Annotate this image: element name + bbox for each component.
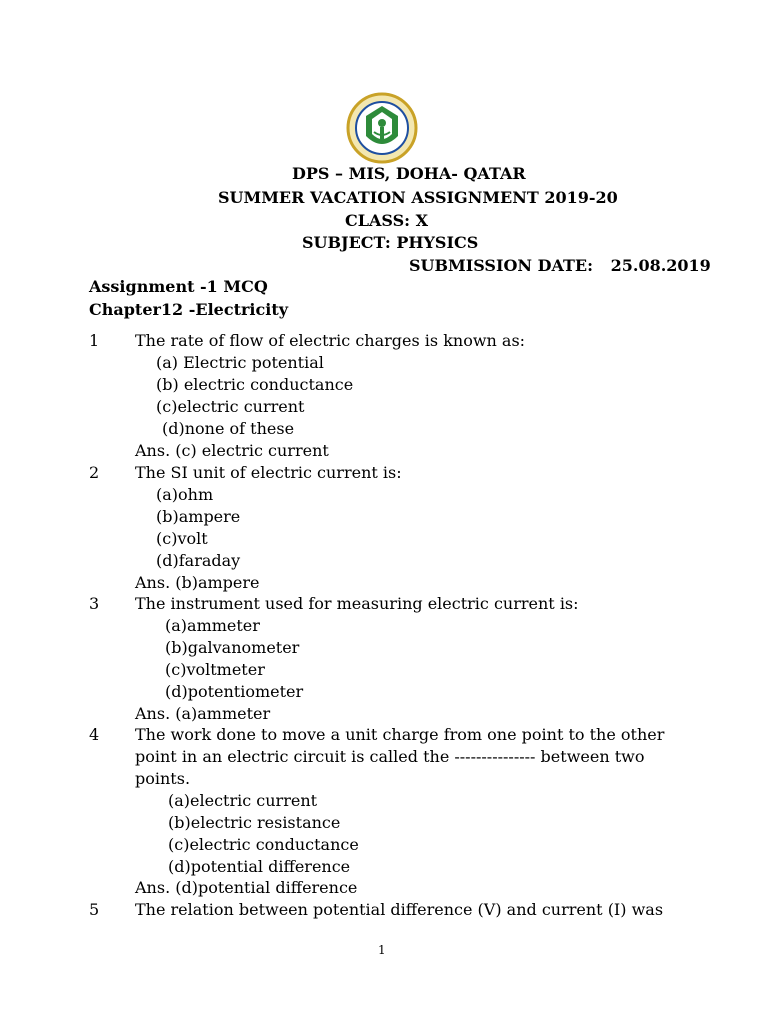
class-label: CLASS: <box>345 211 411 230</box>
option: (a)electric current <box>168 791 318 810</box>
option: (b)ampere <box>156 507 241 526</box>
question-text: The instrument used for measuring electric current is: <box>135 594 579 613</box>
question-number: 2 <box>89 463 100 482</box>
option: (a) Electric potential <box>156 353 324 372</box>
answer: Ans. (b)ampere <box>135 573 260 592</box>
option: (d)potential difference <box>168 857 351 876</box>
page-number: 1 <box>378 943 386 957</box>
class-line <box>345 211 428 231</box>
question-text: The work done to move a unit charge from one point to the other <box>135 725 665 744</box>
question-text: point in an electric circuit is called the --------------- between two <box>135 747 645 766</box>
question-text: The relation between potential difference (V) and current (I) was <box>135 900 664 919</box>
option: (b) electric conductance <box>156 375 354 394</box>
option: (d)potentiometer <box>165 682 304 701</box>
option: (c)volt <box>156 529 208 548</box>
question-text: The rate of flow of electric charges is known as: <box>135 331 526 350</box>
submission-date-value: 25.08.2019 <box>610 256 711 275</box>
question-number: 1 <box>89 331 100 350</box>
school-name: DPS – MIS, DOHA- QATAR <box>292 164 526 183</box>
option: (c)electric current <box>156 397 305 416</box>
school-crest-logo-icon <box>346 92 418 164</box>
answer: Ans. (c) electric current <box>135 441 329 460</box>
question-number: 4 <box>89 725 100 744</box>
option: (c)electric conductance <box>168 835 359 854</box>
submission-date-line <box>409 256 711 276</box>
question-text: points. <box>135 769 191 788</box>
option: (d)none of these <box>162 419 295 438</box>
option: (b)galvanometer <box>165 638 300 657</box>
subject-label: SUBJECT: <box>302 233 391 252</box>
class-value: X <box>415 211 429 230</box>
subject-value: PHYSICS <box>396 233 479 252</box>
question-text: The SI unit of electric current is: <box>135 463 402 482</box>
option: (d)faraday <box>156 551 241 570</box>
option: (b)electric resistance <box>168 813 341 832</box>
question-number: 5 <box>89 900 100 919</box>
question-number: 3 <box>89 594 100 613</box>
assignment-title: SUMMER VACATION ASSIGNMENT 2019-20 <box>218 188 618 207</box>
section-title: Assignment -1 MCQ <box>89 277 268 296</box>
option: (c)voltmeter <box>165 660 265 679</box>
chapter-title: Chapter12 -Electricity <box>89 300 288 319</box>
answer: Ans. (a)ammeter <box>135 704 271 723</box>
answer: Ans. (d)potential difference <box>135 878 358 897</box>
option: (a)ammeter <box>165 616 260 635</box>
subject-line <box>302 233 478 253</box>
submission-date-label: SUBMISSION DATE: <box>409 256 594 275</box>
option: (a)ohm <box>156 485 214 504</box>
